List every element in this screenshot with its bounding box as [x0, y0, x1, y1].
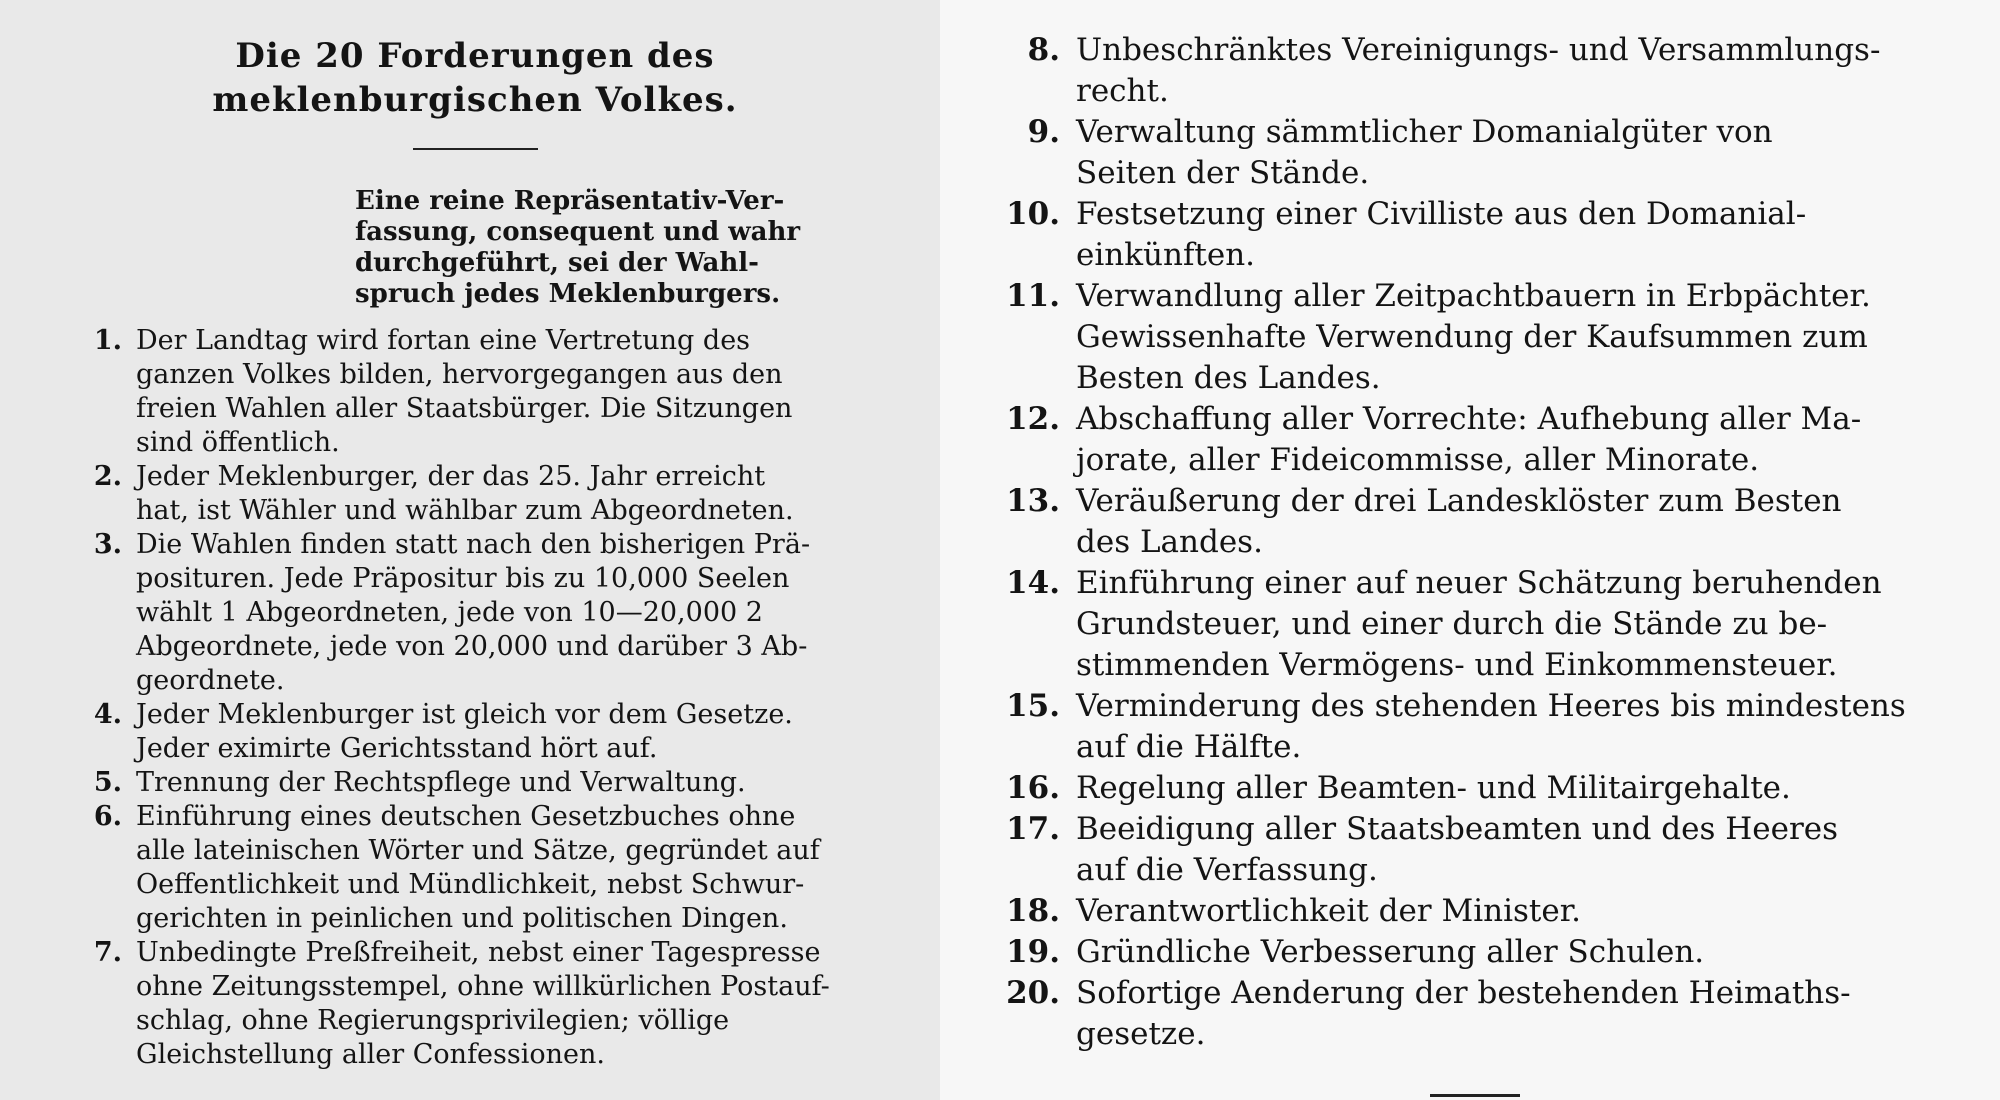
demand-text-line: Abschaffung aller Vorrechte: Aufhebung aller Ma- — [1076, 401, 1862, 437]
demand-number: 16. — [1006, 770, 1060, 806]
demand-text — [136, 936, 900, 1072]
demand-text-line: Die Wahlen finden statt nach den bisherigen Prä- — [136, 529, 811, 560]
demand-text-line: Unbedingte Preßfreiheit, nebst einer Tagespresse — [136, 937, 821, 968]
demand-text — [136, 528, 900, 698]
demand-text-line: auf die Verfassung. — [1076, 852, 1378, 888]
demand-text-line: jorate, aller Fideicommisse, aller Minorate. — [1076, 442, 1760, 478]
demand-text-line: sind öffentlich. — [136, 427, 340, 458]
demand-text — [1076, 686, 1960, 768]
demand-text — [1076, 276, 1960, 399]
demand-text — [1076, 30, 1960, 112]
demand-text — [1076, 809, 1960, 891]
demand-text-line: Jeder Meklenburger, der das 25. Jahr erreicht — [136, 461, 766, 492]
demand-text-line: Unbeschränktes Vereinigungs- und Versammlungs- — [1076, 32, 1881, 68]
demand-number: 12. — [1006, 401, 1060, 437]
demand-text-line: gerichten in peinlichen und politischen Dingen. — [136, 903, 788, 934]
demand-text-line: Verantwortlichkeit der Minister. — [1076, 893, 1581, 929]
demand-text-line: posituren. Jede Präpositur bis zu 10,000 Seelen — [136, 563, 790, 594]
bottom-divider — [1430, 1094, 1520, 1097]
demand-text-line: geordnete. — [136, 665, 285, 696]
demand-item — [980, 399, 1960, 481]
demand-text-line: Abgeordnete, jede von 20,000 und darüber 3 Ab- — [136, 631, 808, 662]
demand-number: 14. — [1006, 565, 1060, 601]
demand-text — [1076, 112, 1960, 194]
motto-line: fassung, consequent und wahr — [355, 217, 801, 247]
title-divider — [413, 148, 538, 150]
motto-line: Eine reine Repräsentativ-Ver- — [355, 186, 785, 216]
document-title: Die 20 Forderungen des meklenburgischen Volkes. — [212, 36, 738, 120]
demand-item — [980, 112, 1960, 194]
demand-text-line: ohne Zeitungsstempel, ohne willkürlichen Postauf- — [136, 971, 830, 1002]
demand-item — [980, 686, 1960, 768]
demand-item — [980, 481, 1960, 563]
demand-text-line: Jeder eximirte Gerichtsstand hört auf. — [136, 733, 658, 764]
left-column — [0, 0, 940, 1100]
demand-item — [980, 563, 1960, 686]
demand-text-line: Seiten der Stände. — [1076, 155, 1370, 191]
demand-text — [1076, 563, 1960, 686]
demand-number: 9. — [1027, 114, 1060, 150]
demand-text-line: Sofortige Aenderung der bestehenden Heimaths- — [1076, 975, 1851, 1011]
demand-text-line: Regelung aller Beamten- und Militairgehalte. — [1076, 770, 1791, 806]
demand-text-line: Oeffentlichkeit und Mündlichkeit, nebst Schwur- — [136, 869, 805, 900]
demand-number: 6. — [93, 801, 122, 832]
demand-item — [980, 194, 1960, 276]
demand-item — [50, 698, 900, 766]
demand-text-line: einkünften. — [1076, 237, 1256, 273]
demand-number: 19. — [1006, 934, 1060, 970]
demand-text-line: Grundsteuer, und einer durch die Stände zu be- — [1076, 606, 1828, 642]
demand-text-line: Trennung der Rechtspflege und Verwaltung. — [136, 767, 746, 798]
demand-item — [50, 800, 900, 936]
demand-text — [136, 766, 900, 800]
demand-text — [1076, 932, 1960, 973]
demand-text-line: Gleichstellung aller Confessionen. — [136, 1039, 605, 1070]
demand-item — [50, 766, 900, 800]
demand-text — [136, 460, 900, 528]
demand-number: 20. — [1006, 975, 1060, 1011]
demand-text-line: Einführung eines deutschen Gesetzbuches ohne — [136, 801, 796, 832]
demand-item — [980, 932, 1960, 973]
demand-number: 13. — [1006, 483, 1060, 519]
demand-text-line: gesetze. — [1076, 1016, 1206, 1052]
demand-text-line: Festsetzung einer Civilliste aus den Domanial- — [1076, 196, 1807, 232]
demand-number: 4. — [93, 699, 122, 730]
demand-text — [1076, 481, 1960, 563]
demand-text-line: Beeidigung aller Staatsbeamten und des Heeres — [1076, 811, 1839, 847]
demand-text-line: hat, ist Wähler und wählbar zum Abgeordneten. — [136, 495, 794, 526]
demands-list-left — [50, 324, 900, 1072]
demand-number: 7. — [93, 937, 122, 968]
demand-number: 5. — [93, 767, 122, 798]
demand-text-line: Besten des Landes. — [1076, 360, 1381, 396]
demand-text-line: ganzen Volkes bilden, hervorgegangen aus den — [136, 359, 783, 390]
demand-text — [1076, 891, 1960, 932]
demand-item — [50, 936, 900, 1072]
demand-number: 11. — [1006, 278, 1060, 314]
demand-text-line: Veräußerung der drei Landesklöster zum Besten — [1076, 483, 1842, 519]
demand-text-line: Jeder Meklenburger ist gleich vor dem Gesetze. — [136, 699, 793, 730]
demand-text — [1076, 973, 1960, 1055]
demand-text-line: wählt 1 Abgeordneten, jede von 10—20,000 2 — [136, 597, 763, 628]
demand-text-line: stimmenden Vermögens- und Einkommensteuer. — [1076, 647, 1838, 683]
demand-text — [1076, 768, 1960, 809]
demand-text-line: Einführung einer auf neuer Schätzung beruhenden — [1076, 565, 1882, 601]
demand-text — [1076, 399, 1960, 481]
demand-text — [136, 324, 900, 460]
demand-text-line: des Landes. — [1076, 524, 1263, 560]
demand-number: 1. — [93, 325, 122, 356]
demand-text-line: Der Landtag wird fortan eine Vertretung des — [136, 325, 751, 356]
demand-item — [980, 30, 1960, 112]
demand-number: 3. — [93, 529, 122, 560]
right-column — [940, 0, 2000, 1100]
motto-line: spruch jedes Meklenburgers. — [355, 279, 781, 309]
motto — [355, 186, 875, 310]
demand-text — [136, 800, 900, 936]
demand-item — [50, 460, 900, 528]
demand-text-line: Verwaltung sämmtlicher Domanialgüter von — [1076, 114, 1773, 150]
demand-text — [1076, 194, 1960, 276]
demand-text — [136, 698, 900, 766]
demand-item — [50, 528, 900, 698]
demand-item — [980, 276, 1960, 399]
demand-number: 10. — [1006, 196, 1060, 232]
demand-text-line: auf die Hälfte. — [1076, 729, 1302, 765]
demand-item — [980, 768, 1960, 809]
demand-text-line: Verwandlung aller Zeitpachtbauern in Erbpächter. — [1076, 278, 1871, 314]
demand-text-line: recht. — [1076, 73, 1169, 109]
demands-list-right — [980, 30, 1960, 1055]
demand-number: 17. — [1006, 811, 1060, 847]
demand-text-line: Gründliche Verbesserung aller Schulen. — [1076, 934, 1705, 970]
motto-line: durchgeführt, sei der Wahl- — [355, 248, 759, 278]
demand-text-line: freien Wahlen aller Staatsbürger. Die Sitzungen — [136, 393, 793, 424]
demand-text-line: schlag, ohne Regierungsprivilegien; völlige — [136, 1005, 730, 1036]
demand-item — [980, 809, 1960, 891]
demand-text-line: Gewissenhafte Verwendung der Kaufsummen zum — [1076, 319, 1868, 355]
demand-item — [980, 973, 1960, 1055]
demand-item — [50, 324, 900, 460]
demand-number: 8. — [1027, 32, 1060, 68]
demand-text-line: Verminderung des stehenden Heeres bis mindestens — [1076, 688, 1906, 724]
demand-number: 2. — [93, 461, 122, 492]
demand-number: 18. — [1006, 893, 1060, 929]
demand-text-line: alle lateinischen Wörter und Sätze, gegründet auf — [136, 835, 820, 866]
demand-number: 15. — [1006, 688, 1060, 724]
demand-item — [980, 891, 1960, 932]
